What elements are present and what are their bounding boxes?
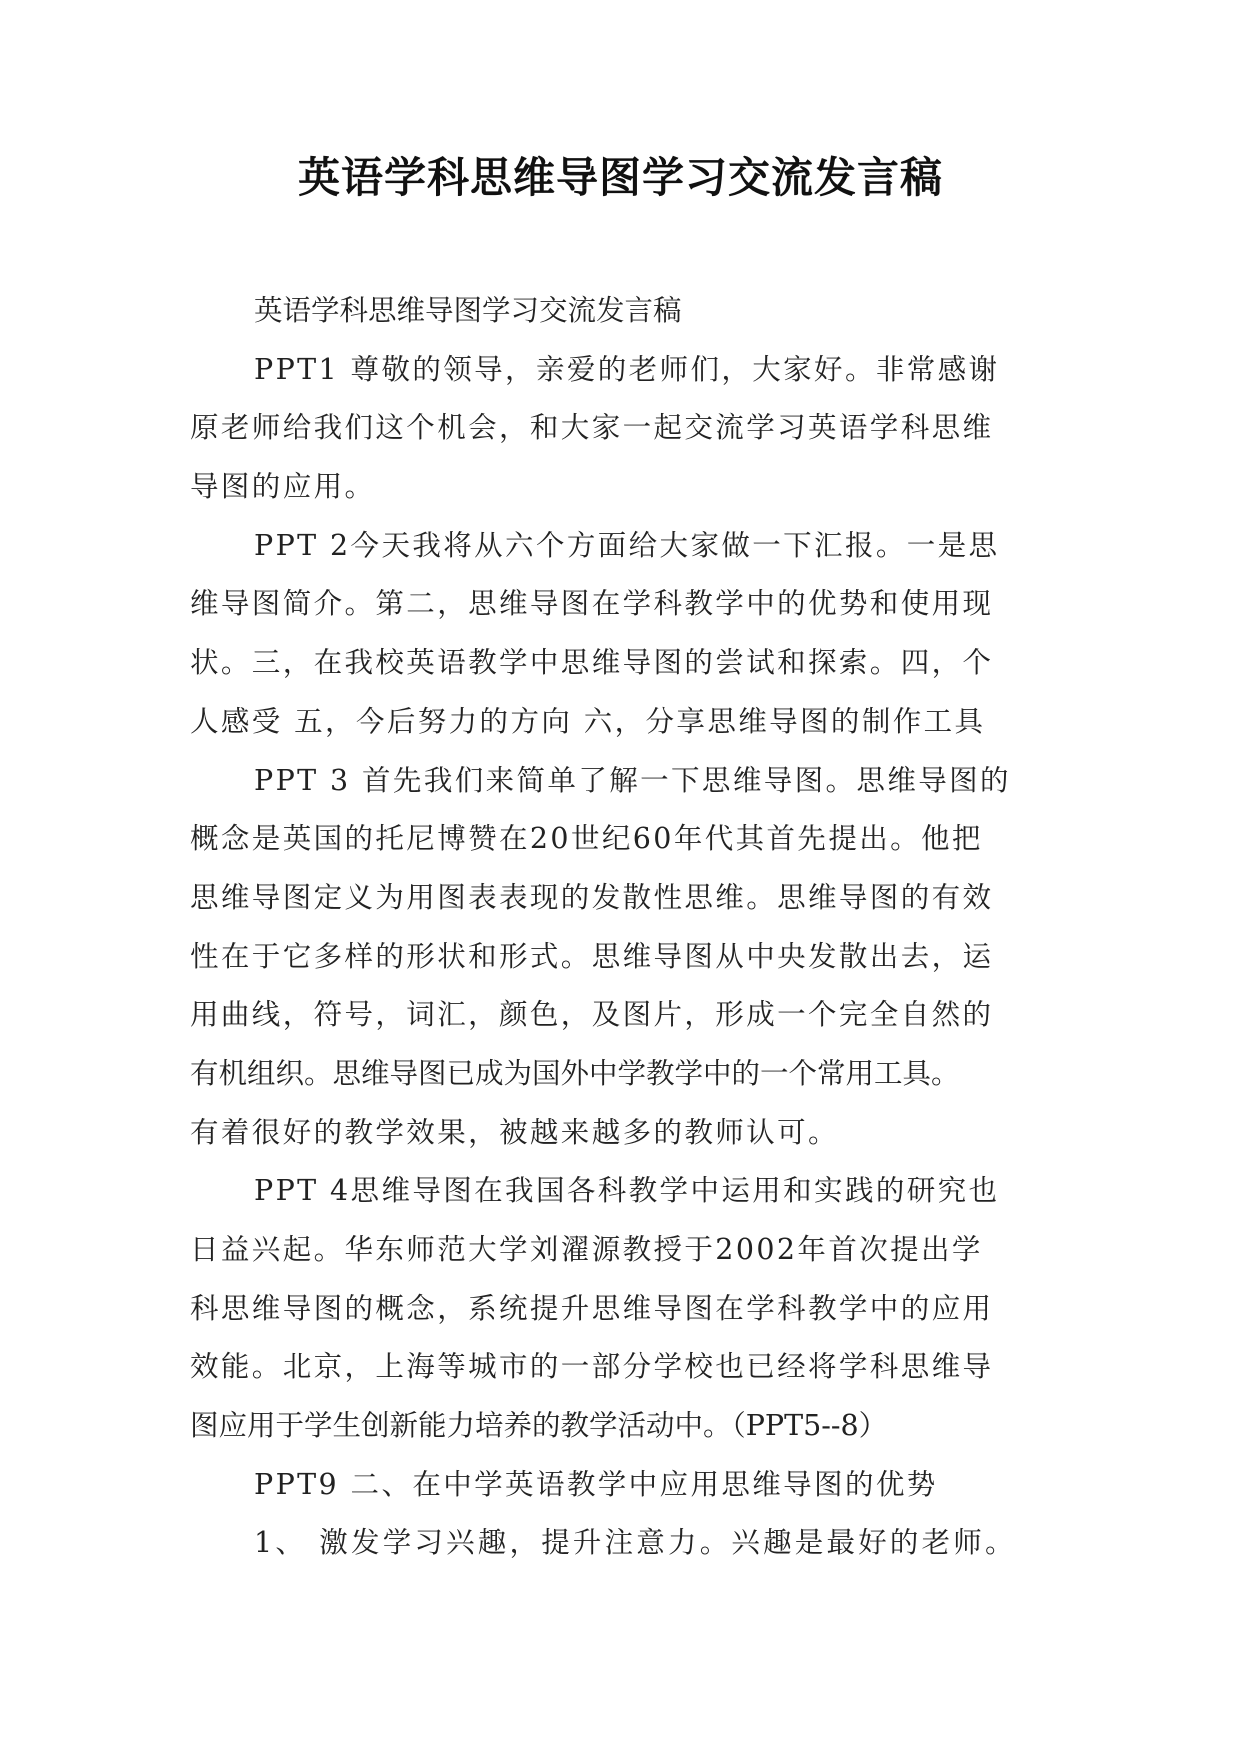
paragraph-line: 原老师给我们这个机会，和大家一起交流学习英语学科思维 bbox=[190, 411, 994, 445]
paragraph-line: 状。三，在我校英语教学中思维导图的尝试和探索。四，个 bbox=[190, 646, 994, 680]
paragraph-line: 思维导图定义为用图表表现的发散性思维。思维导图的有效 bbox=[190, 880, 994, 914]
paragraph-line: 1、 激发学习兴趣，提升注意力。兴趣是最好的老师。 bbox=[254, 1526, 1017, 1560]
paragraph-line: 导图的应用。 bbox=[190, 470, 376, 504]
paragraph-line: 人感受 五，今后努力的方向 六，分享思维导图的制作工具 bbox=[190, 704, 986, 738]
subtitle-line: 英语学科思维导图学习交流发言稿 bbox=[254, 294, 682, 327]
paragraph-line: PPT 2今天我将从六个方面给大家做一下汇报。一是思 bbox=[254, 528, 1000, 562]
paragraph-line: PPT 4思维导图在我国各科教学中运用和实践的研究也 bbox=[254, 1174, 1000, 1208]
paragraph-line: PPT1 尊敬的领导，亲爱的老师们，大家好。非常感谢 bbox=[254, 352, 1000, 386]
paragraph-line: 图应用于学生创新能力培养的教学活动中。（PPT5--8） bbox=[190, 1409, 888, 1443]
paragraph-line: PPT 3 首先我们来简单了解一下思维导图。思维导图的 bbox=[254, 763, 1011, 797]
paragraph-line: 维导图简介。第二，思维导图在学科教学中的优势和使用现 bbox=[190, 587, 994, 621]
paragraph-line: PPT9 二、在中学英语教学中应用思维导图的优势 bbox=[254, 1467, 938, 1501]
document-body bbox=[190, 282, 1050, 1573]
paragraph-line: 日益兴起。华东师范大学刘濯源教授于2002年首次提出学 bbox=[190, 1233, 983, 1266]
paragraph-line: 用曲线，符号，词汇，颜色，及图片，形成一个完全自然的 bbox=[190, 998, 994, 1032]
paragraph-line: 有着很好的教学效果，被越来越多的教师认可。 bbox=[190, 1115, 839, 1149]
paragraph-line: 有机组织。思维导图已成为国外中学教学中的一个常用工具。 bbox=[190, 1056, 960, 1090]
document-title: 英语学科思维导图学习交流发言稿 bbox=[297, 153, 943, 202]
paragraph-line: 性在于它多样的形状和形式。思维导图从中央发散出去，运 bbox=[190, 939, 994, 973]
paragraph-line: 科思维导图的概念，系统提升思维导图在学科教学中的应用 bbox=[190, 1291, 994, 1325]
paragraph-line: 概念是英国的托尼博赞在20世纪60年代其首先提出。他把 bbox=[190, 822, 983, 856]
paragraph-line: 效能。北京，上海等城市的一部分学校也已经将学科思维导 bbox=[190, 1350, 994, 1384]
